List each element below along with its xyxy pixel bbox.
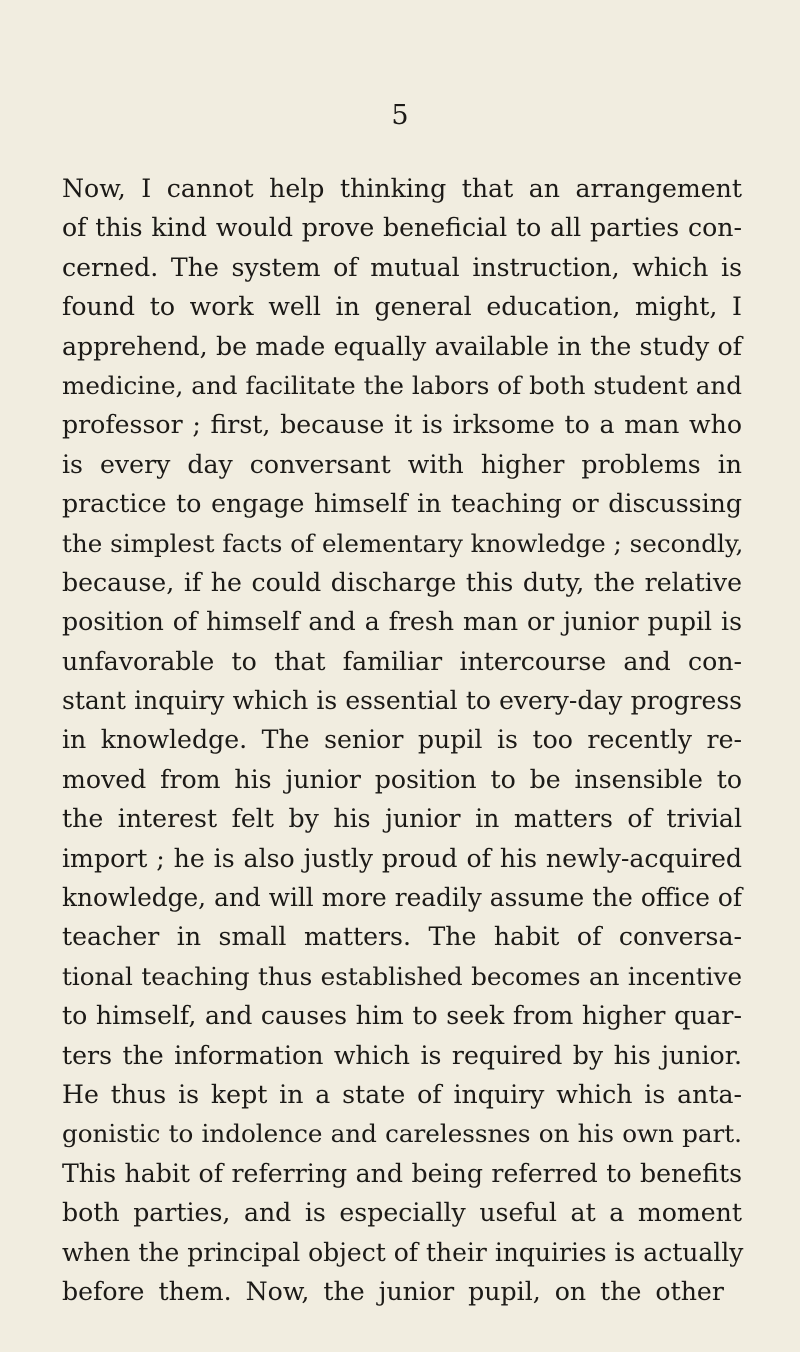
text-line: medicine, and facilitate the labors of both student and bbox=[62, 370, 742, 400]
text-line: is every day conversant with higher problems in bbox=[62, 449, 742, 479]
text-line: to himself, and causes him to seek from higher quar- bbox=[62, 1001, 742, 1031]
page-number: 5 bbox=[391, 100, 409, 131]
text-line: Now, I cannot help thinking that an arrangement bbox=[62, 174, 742, 203]
text-line: He thus is kept in a state of inquiry which is anta- bbox=[62, 1079, 742, 1109]
text-line: knowledge, and will more readily assume the office of bbox=[62, 883, 742, 913]
text-line: apprehend, be made equally available in the study of bbox=[62, 331, 742, 361]
text-line: the simplest facts of elementary knowledge ; secondly, bbox=[62, 528, 744, 558]
text-line: tional teaching thus established becomes an incentive bbox=[62, 961, 742, 991]
text-line: stant inquiry which is essential to every-day progress bbox=[62, 686, 742, 716]
text-line: This habit of referring and being referred to benefits bbox=[62, 1158, 742, 1188]
text-line: before them. Now, the junior pupil, on the other bbox=[62, 1276, 724, 1306]
text-line: cerned. The system of mutual instruction, which is bbox=[62, 252, 742, 282]
text-line: the interest felt by his junior in matters of trivial bbox=[62, 804, 742, 834]
text-line: gonistic to indolence and carelessnes on his own part. bbox=[62, 1119, 742, 1149]
text-line: because, if he could discharge this duty, the relative bbox=[62, 567, 742, 597]
text-line: both parties, and is especially useful at a moment bbox=[62, 1198, 742, 1228]
text-line: practice to engage himself in teaching or discussing bbox=[62, 489, 742, 519]
text-line: ters the information which is required by his junior. bbox=[62, 1040, 742, 1070]
text-line: import ; he is also justly proud of his newly-acquired bbox=[62, 843, 742, 873]
text-line: moved from his junior position to be insensible to bbox=[62, 764, 742, 794]
text-line: position of himself and a fresh man or junior pupil is bbox=[62, 607, 742, 637]
text-line: when the principal object of their inquiries is actually bbox=[62, 1237, 744, 1267]
text-line: found to work well in general education, might, I bbox=[62, 292, 742, 322]
text-line: teacher in small matters. The habit of conversa- bbox=[62, 922, 742, 952]
text-line: unfavorable to that familiar intercourse and con- bbox=[62, 646, 742, 676]
text-line: in knowledge. The senior pupil is too recently re- bbox=[62, 725, 742, 755]
body-text bbox=[62, 169, 742, 1311]
text-line: professor ; first, because it is irksome to a man who bbox=[62, 410, 742, 440]
text-line: of this kind would prove beneficial to all parties con- bbox=[62, 213, 742, 243]
